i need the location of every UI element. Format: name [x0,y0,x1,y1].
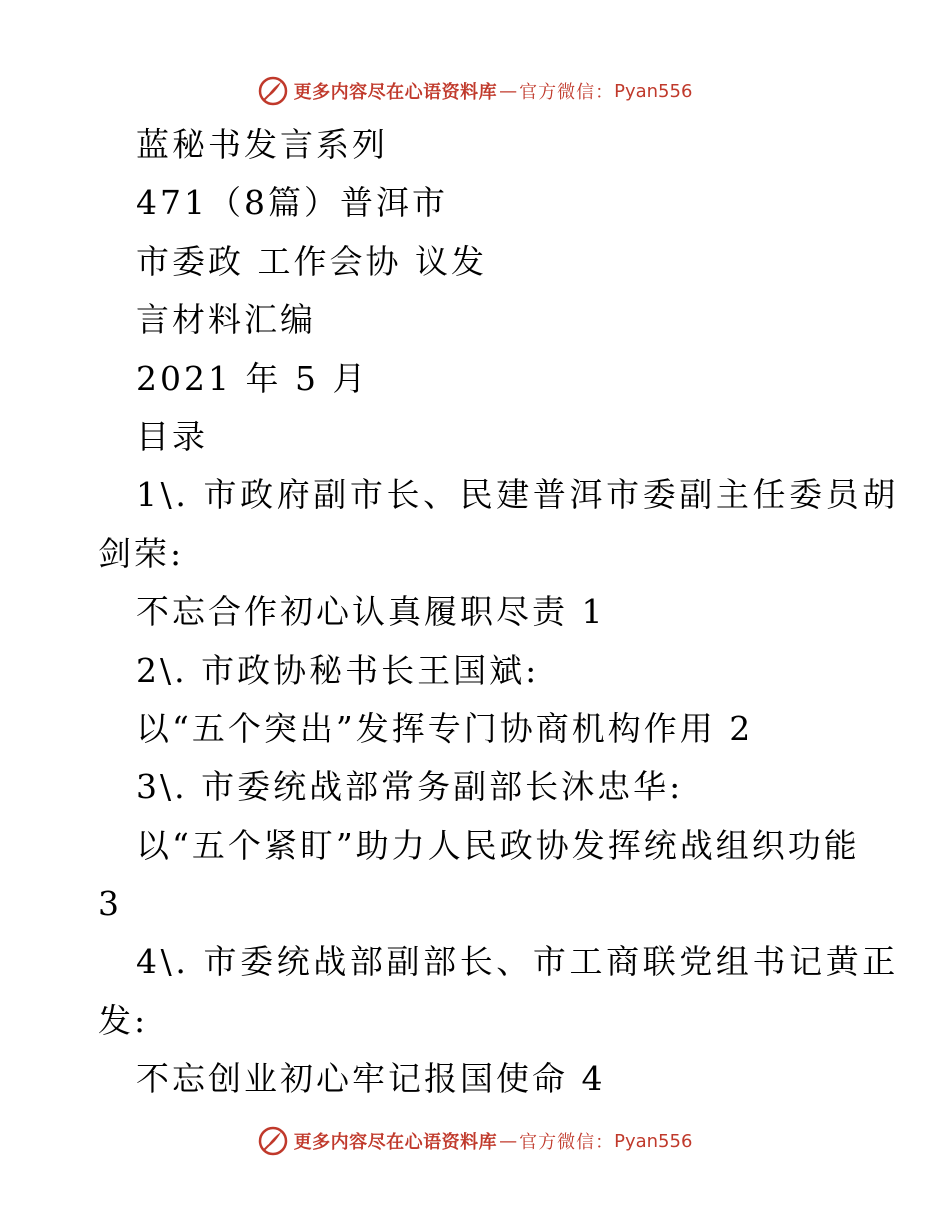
toc-entry-4-title: 不忘创业初心牢记报国使命 4 [136,1059,606,1099]
toc-entry-2-title: 以“五个突出”发挥专门协商机构作用 2 [136,708,754,748]
feather-quill-logo-icon [258,1126,288,1156]
feather-quill-logo-icon [258,76,288,106]
toc-entry-3-title: 以“五个紧盯”助力人民政协发挥统战组织功能 [136,825,860,865]
banner-contact-label: 官方微信： [519,1132,615,1153]
toc-entry-3-page: 3 [98,884,122,924]
toc-entry-2-author: 2\. 市政协秘书长王国斌: [136,650,540,690]
toc-entry-3-author: 3\. 市委统战部常务副部长沐忠华: [136,767,684,807]
document-body [98,116,899,1109]
banner-main-text: 更多内容尽在心语资料库 [293,82,498,103]
doc-date: 2021 年 5 月 [136,358,369,398]
toc-heading: 目录 [136,416,208,456]
doc-title-line-1: 471（8篇）普洱市 [136,183,448,223]
doc-series-title: 蓝秘书发言系列 [136,125,388,164]
toc-entry-1-author-cont: 剑荣: [98,533,185,573]
banner-wechat-id: Pyan556 [614,80,693,102]
toc-entry-4-author: 4\. 市委统战部副部长、市工商联党组书记黄正 [136,942,899,982]
doc-title-line-3: 言材料汇编 [136,300,316,340]
header-watermark-banner [0,71,950,111]
toc-entry-4-author-cont: 发: [98,1000,149,1040]
doc-title-line-2: 市委政 工作会协 议发 [136,241,487,281]
footer-watermark-banner [0,1121,950,1161]
toc-entry-1-title: 不忘合作初心认真履职尽责 1 [136,592,606,632]
toc-entry-1-author: 1\. 市政府副市长、民建普洱市委副主任委员胡 [136,475,899,515]
banner-contact-label: 官方微信： [519,82,615,103]
banner-dash: — [499,1130,518,1152]
banner-wechat-id: Pyan556 [614,1130,693,1152]
banner-dash: — [499,80,518,102]
banner-main-text: 更多内容尽在心语资料库 [293,1132,498,1153]
